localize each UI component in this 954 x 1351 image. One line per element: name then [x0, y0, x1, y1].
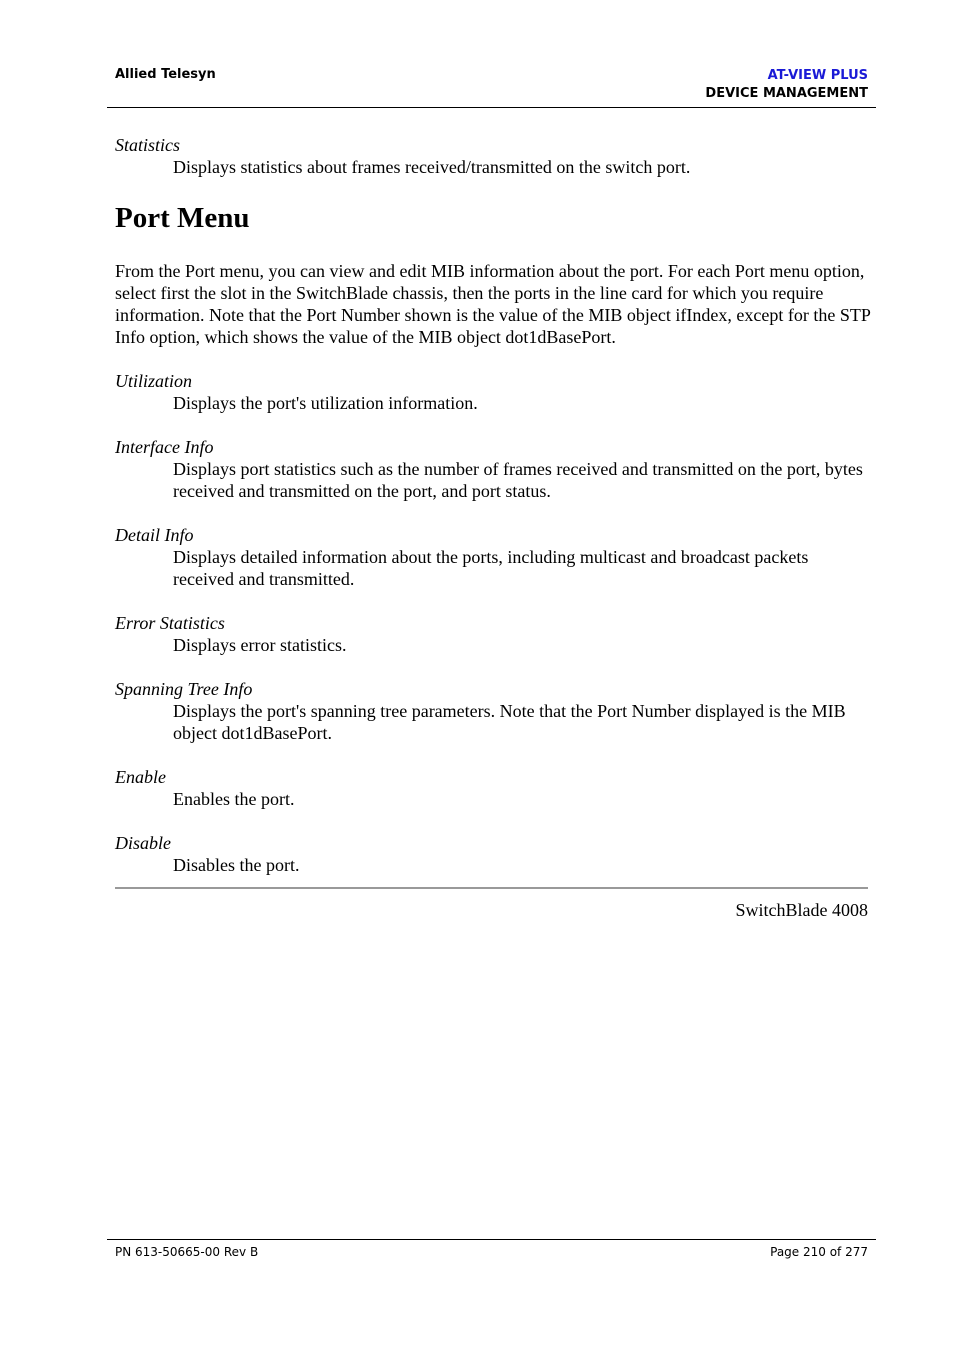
- statistics-term: Statistics: [115, 135, 181, 155]
- menu-item-desc: Displays the port's utilization information.: [173, 393, 478, 413]
- header-section: DEVICE MANAGEMENT: [705, 86, 868, 101]
- menu-item-term: Detail Info: [115, 525, 194, 545]
- menu-item: [115, 436, 872, 502]
- menu-item-term: Error Statistics: [115, 613, 225, 633]
- menu-item-desc: Displays the port's spanning tree parameters. Note that the Port Number displayed is the MIB object dot1dBasePort.: [173, 701, 846, 743]
- section-rule: [115, 887, 868, 889]
- page-content: [115, 134, 872, 921]
- header-right: [705, 67, 868, 103]
- menu-item-desc: Displays port statistics such as the number of frames received and transmitted on the port, bytes received and transmitted on the port, and port status.: [173, 459, 863, 501]
- menu-item-term: Interface Info: [115, 437, 214, 457]
- statistics-entry: [115, 134, 872, 178]
- statistics-desc: Displays statistics about frames received/transmitted on the switch port.: [173, 157, 691, 177]
- menu-item: [115, 678, 872, 744]
- footer-page-number: Page 210 of 277: [770, 1245, 868, 1259]
- header-rule: [107, 107, 876, 108]
- menu-item: [115, 612, 872, 656]
- header-company: Allied Telesyn: [115, 67, 216, 82]
- intro-paragraph: From the Port menu, you can view and edit MIB information about the port. For each Port menu option, select first the slot in the SwitchBlade chassis, then the ports in the line card for which you require information. Note that the Port Number shown is the value of the MIB object ifIndex, except for the STP Info option, which shows the value of the MIB object dot1dBasePort.: [115, 261, 871, 347]
- menu-item: [115, 524, 872, 590]
- footer-part-number: PN 613-50665-00 Rev B: [115, 1245, 259, 1259]
- menu-item-desc: Displays detailed information about the ports, including multicast and broadcast packets received and transmitted.: [173, 547, 809, 589]
- menu-item-desc: Displays error statistics.: [173, 635, 347, 655]
- footer-rule: [107, 1239, 876, 1240]
- menu-item-term: Disable: [115, 833, 171, 853]
- header-product: AT-VIEW PLUS: [767, 68, 868, 83]
- menu-item: [115, 370, 872, 414]
- menu-item-term: Enable: [115, 767, 166, 787]
- menu-item: [115, 832, 872, 876]
- product-name: SwitchBlade 4008: [735, 900, 868, 920]
- menu-item-desc: Disables the port.: [173, 855, 300, 875]
- page-title: Port Menu: [115, 202, 250, 234]
- menu-item-desc: Enables the port.: [173, 789, 295, 809]
- menu-item-term: Utilization: [115, 371, 193, 391]
- menu-item: [115, 766, 872, 810]
- menu-item-term: Spanning Tree Info: [115, 679, 253, 699]
